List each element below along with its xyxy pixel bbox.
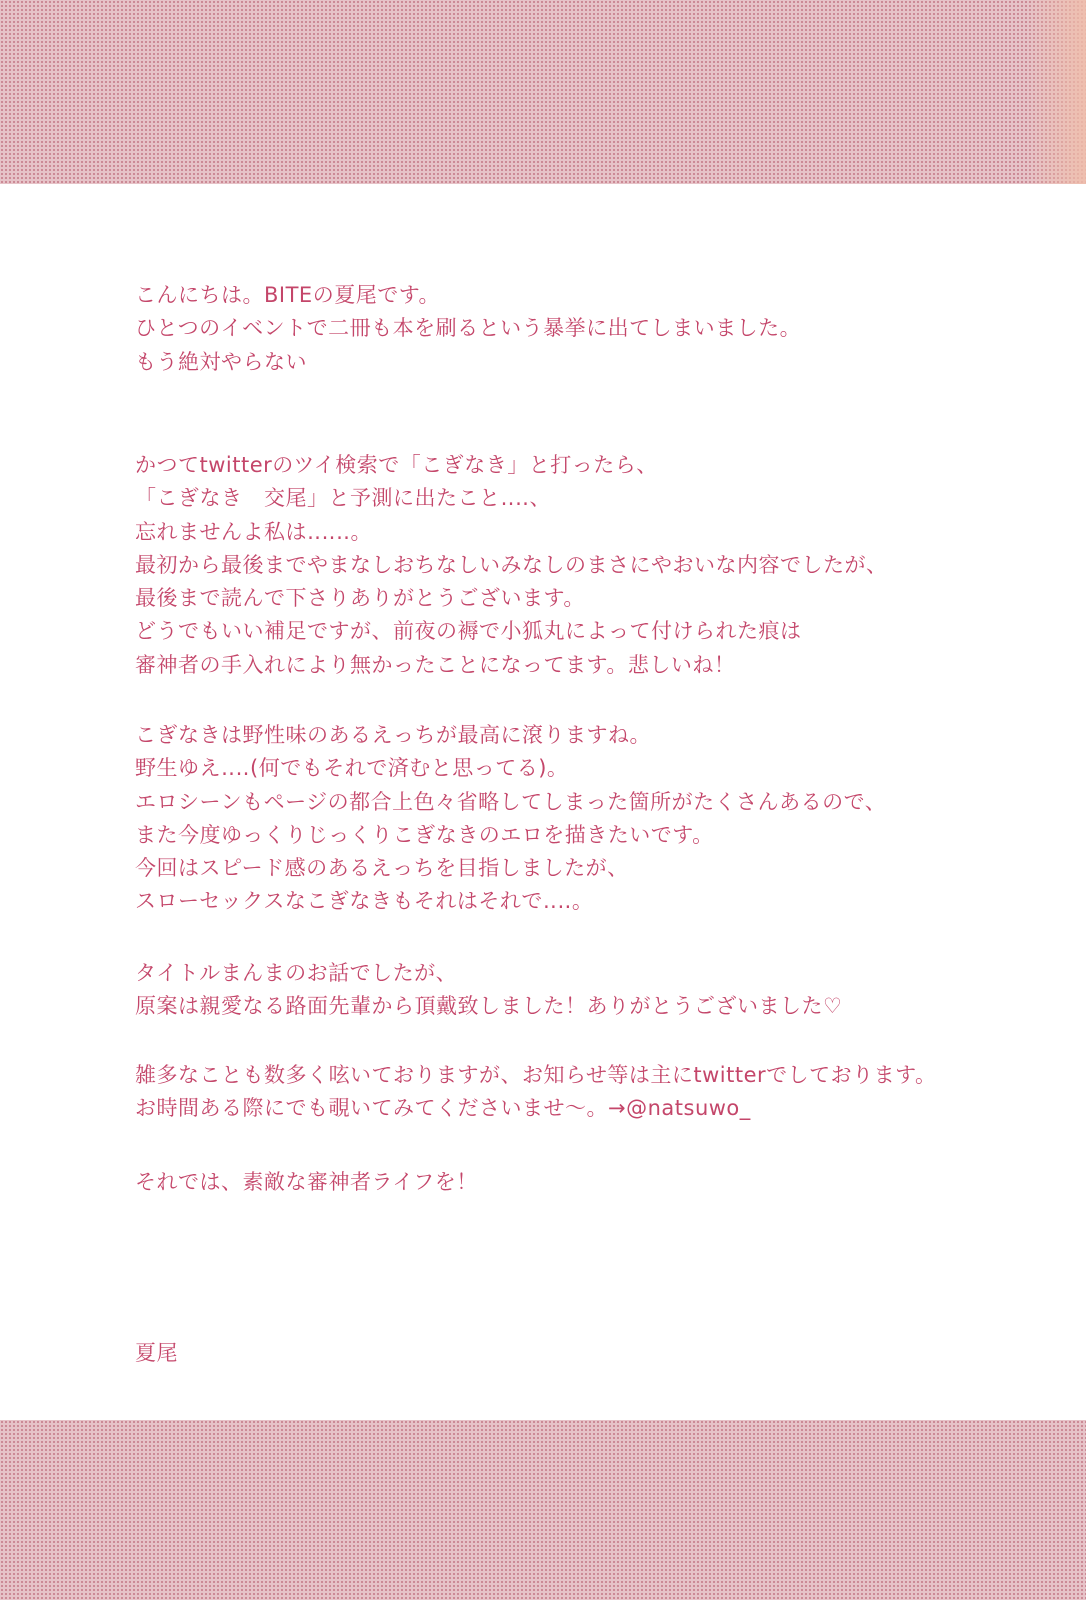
text-line: 雑多なことも数多く呟いておりますが、お知らせ等は主にtwitterでしております。 [135,1063,937,1087]
text-line: 最後まで読んで下さりありがとうございます。 [135,586,585,611]
twitter-search-paragraph [135,449,1065,682]
twitter-info-paragraph [135,1059,1065,1126]
text-line: どうでもいい補足ですが、前夜の褥で小狐丸によって付けられた痕は [135,619,802,644]
text-line: お時間ある際にでも覗いてみてくださいませ〜。→@natsuwo_ [135,1096,751,1121]
text-line: こんにちは。BITEの夏尾です。 [135,283,441,307]
text-line: ひとつのイベントで二冊も本を刷るという暴挙に出てしまいました。 [135,316,802,341]
text-line: 「こぎなき 交尾」と予測に出たこと‥‥、 [135,486,552,511]
text-line: エロシーンもページの都合上色々省略してしまった箇所がたくさんあるので、 [135,789,887,814]
text-line: それでは、素敵な審神者ライフを！ [135,1170,478,1194]
top-halftone-band [0,0,1086,184]
text-line: こぎなきは野性味のあるえっちが最高に滾りますね。 [135,723,651,747]
bottom-halftone-band [0,1420,1086,1600]
wild-paragraph [135,719,1065,919]
text-line: 原案は親愛なる路面先輩から頂戴致しました！ありがとうございました♡ [135,994,843,1019]
closing-paragraph [135,1166,1065,1199]
text-line: また今度ゆっくりじっくりこぎなきのエロを描きたいです。 [135,822,714,847]
text-line: 審神者の手入れにより無かったことになってます。悲しいね！ [135,652,736,677]
text-line: 忘れませんよ私は‥‥‥。 [135,519,373,544]
text-line: 野生ゆえ‥‥(何でもそれで済むと思ってる)。 [135,756,569,781]
author-signature: 夏尾 [135,1341,178,1365]
text-line: 今回はスピード感のあるえっちを目指しましたが、 [135,856,629,881]
text-line: スローセックスなこぎなきもそれはそれで‥‥。 [135,889,594,914]
text-line: 最初から最後までやまなしおちなしいみなしのまさにやおいな内容でしたが、 [135,552,888,577]
text-line: かつてtwitterのツイ検索で「こぎなき」と打ったら、 [135,453,658,477]
title-thanks-paragraph [135,957,1065,1024]
greeting-paragraph [135,279,1065,379]
text-line: もう絶対やらない [135,349,307,374]
text-line: タイトルまんまのお話でしたが、 [135,961,458,985]
